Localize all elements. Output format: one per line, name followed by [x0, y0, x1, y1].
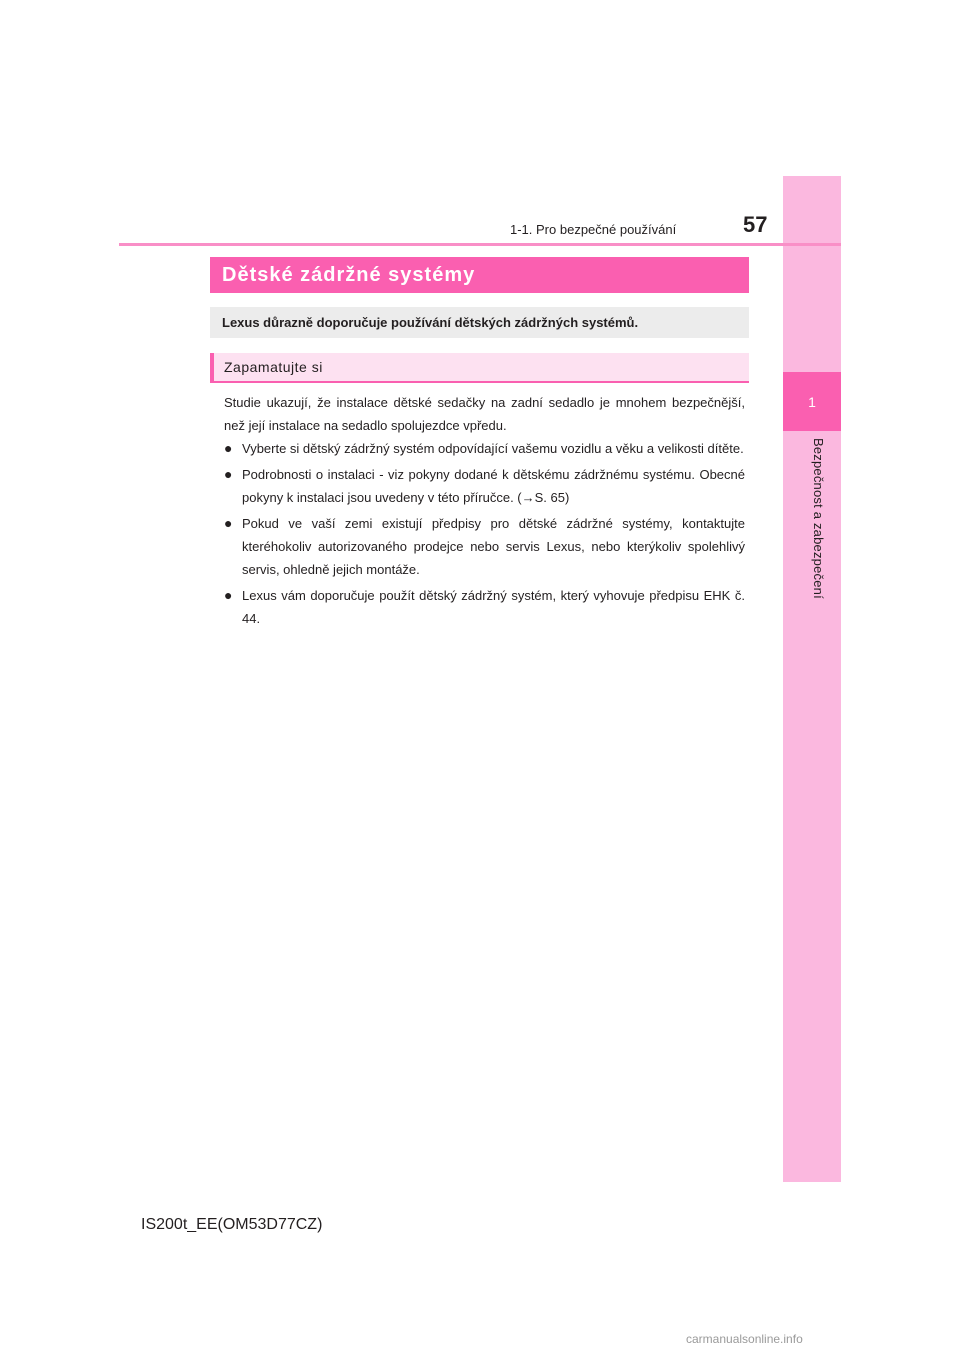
bullet-list: [224, 437, 745, 633]
bullet-icon: ●: [224, 466, 233, 482]
list-item-text: Vyberte si dětský zádržný systém odpovídající vašemu vozidlu a věku a velikosti dítěte.: [242, 441, 744, 456]
bullet-icon: ●: [224, 440, 233, 456]
body-paragraph: Studie ukazují, že instalace dětské sedačky na zadní sedadlo je mnohem bezpečnější, než její instalace na sedadlo spolujezdce vpředu.: [224, 395, 745, 433]
intro-box: Lexus důrazně doporučuje používání dětských zádržných systémů.: [210, 307, 749, 338]
section-header: 1-1. Pro bezpečné používání: [510, 222, 677, 237]
subsection-heading: Zapamatujte si: [210, 353, 749, 383]
bullet-icon: ●: [224, 587, 233, 603]
list-item-text: Lexus vám doporučuje použít dětský zádržný systém, který vyhovuje předpisu EHK č. 44.: [242, 588, 745, 626]
list-item: [224, 584, 745, 630]
page-number: 57: [743, 212, 768, 237]
list-item-text: Podrobnosti o instalaci - viz pokyny dodané k dětskému zádržnému systému. Obecné pokyny k instalaci jsou uvedeny v této příručce. (→S. 65): [242, 467, 745, 505]
list-item: [224, 437, 745, 460]
chapter-number-tab: 1: [783, 372, 841, 431]
list-item-text: Pokud ve vaší zemi existují předpisy pro dětské zádržné systémy, kontaktujte kteréhokoliv autorizovaného prodejce nebo servis Lexus, nebo kterýkoliv spolehlivý servis, ohledně jejich montáže.: [242, 516, 745, 577]
list-item: [224, 463, 745, 509]
chapter-label: Bezpečnost a zabezpečení: [811, 438, 826, 599]
side-tab: [783, 176, 841, 1182]
bullet-icon: ●: [224, 515, 233, 531]
footer-code: IS200t_EE(OM53D77CZ): [141, 1216, 323, 1233]
page-title: Dětské zádržné systémy: [210, 257, 749, 293]
watermark: carmanualsonline.info: [686, 1332, 803, 1346]
list-item: [224, 512, 745, 581]
header-rule: [119, 243, 841, 246]
